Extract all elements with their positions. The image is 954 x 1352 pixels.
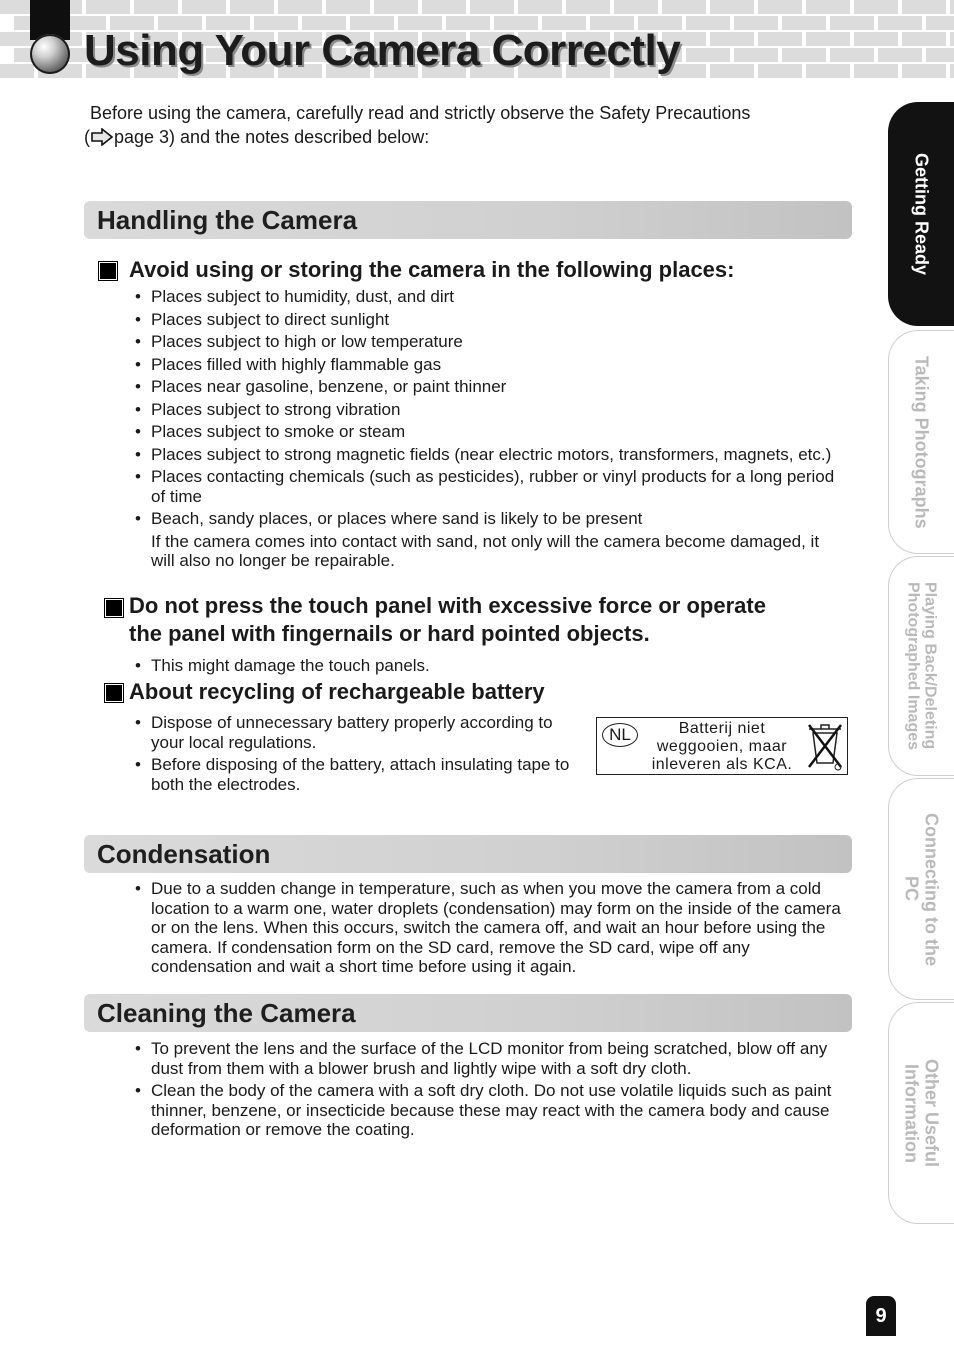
brick: [0, 32, 34, 46]
brick: [926, 48, 954, 62]
brick: [806, 32, 850, 46]
section-title-cleaning: Cleaning the Camera: [84, 994, 852, 1032]
brick: [686, 16, 730, 30]
brick: [830, 16, 874, 30]
brick: [0, 64, 34, 78]
brick: [470, 0, 514, 14]
brick: [878, 16, 922, 30]
cleaning-list: [135, 1039, 847, 1143]
intro-line-1: Before using the camera, carefully read and strictly observe the Safety Precautions: [90, 103, 751, 123]
brick-pattern: [0, 0, 954, 14]
subhead-touch-panel: [129, 592, 849, 648]
nl-country-code: NL: [602, 723, 638, 747]
intro-open-paren: (: [84, 127, 90, 147]
page-reference-arrow-icon: [91, 128, 113, 152]
brick: [374, 0, 418, 14]
brick: [854, 0, 898, 14]
brick: [854, 32, 898, 46]
list-item: • To prevent the lens and the surface of the LCD monitor from being scratched, blow off any dust from them with a blower brush and lightly wipe with a soft dry cloth.: [135, 1039, 847, 1078]
list-item: • Places subject to smoke or steam: [135, 422, 847, 442]
list-item: • Places contacting chemicals (such as pesticides), rubber or vinyl products for a long period of time: [135, 467, 847, 506]
tab-label: Taking Photographs: [911, 355, 932, 529]
black-square-bullet-icon: [105, 684, 123, 702]
list-item: • Places subject to strong magnetic fields (near electric motors, transformers, magnets, etc.): [135, 445, 847, 465]
brick: [0, 0, 34, 14]
intro-line-2: page 3) and the notes described below:: [114, 127, 430, 147]
crossed-out-bin-icon: [805, 721, 845, 771]
brick: [86, 0, 130, 14]
brick: [566, 0, 610, 14]
list-item: • Clean the body of the camera with a soft dry cloth. Do not use volatile liquids such as paint thinner, benzene, or insecticide because these may react with the camera body and cause deformation or remove the coating.: [135, 1081, 847, 1140]
nl-line-2: weggooien, maar: [656, 738, 788, 755]
tab-connecting-to-pc[interactable]: [888, 778, 954, 1000]
avoid-places-list: [135, 287, 847, 574]
brick: [518, 0, 562, 14]
brick: [950, 0, 954, 14]
list-item: • Places subject to high or low temperature: [135, 332, 847, 352]
list-item: • Beach, sandy places, or places where sand is likely to be present: [135, 509, 847, 529]
tab-label: Getting Ready: [911, 152, 932, 276]
list-item: • This might damage the touch panels.: [135, 656, 835, 676]
brick: [686, 48, 730, 62]
condensation-list: [135, 879, 845, 980]
page-number: 9: [866, 1296, 896, 1336]
brick: [782, 48, 826, 62]
brick: [854, 64, 898, 78]
brick: [278, 0, 322, 14]
sphere-icon: [30, 34, 70, 74]
list-item: • Places subject to strong vibration: [135, 400, 847, 420]
tab-taking-photographs[interactable]: [888, 330, 954, 554]
tab-label: Connecting to the PC: [901, 812, 942, 966]
brick: [758, 32, 802, 46]
list-item: • Places subject to humidity, dust, and dirt: [135, 287, 847, 307]
brick: [806, 64, 850, 78]
brick: [182, 0, 226, 14]
brick: [950, 64, 954, 78]
list-item: • Due to a sudden change in temperature, such as when you move the camera from a cold location to a warm one, water droplets (condensation) may form on the inside of the camera or on the lens. When this occurs, switch the camera off, and wait an hour before using the camera. If condensation form on the SD card, remove the SD card, wipe off any condensation and wait a short time before using it again.: [135, 879, 845, 977]
brick: [902, 64, 946, 78]
brick: [734, 48, 778, 62]
brick: [902, 32, 946, 46]
brick: [734, 16, 778, 30]
list-item: • Before disposing of the battery, attach insulating tape to both the electrodes.: [135, 755, 587, 794]
nl-line-3: inleveren als KCA.: [651, 756, 793, 773]
subhead-touch-line-2: the panel with fingernails or hard pointed objects.: [129, 621, 650, 646]
brick: [230, 0, 274, 14]
brick: [902, 0, 946, 14]
brick: [662, 0, 706, 14]
tab-playing-back-deleting[interactable]: [888, 556, 954, 776]
brick: [326, 0, 370, 14]
subhead-recycling: About recycling of rechargeable battery: [129, 679, 545, 704]
brick: [710, 0, 754, 14]
brick: [806, 0, 850, 14]
touch-panel-list: [135, 656, 835, 679]
brick: [134, 0, 178, 14]
brick: [758, 64, 802, 78]
list-item: • Places near gasoline, benzene, or paint thinner: [135, 377, 847, 397]
list-item: • Places filled with highly flammable gas: [135, 355, 847, 375]
subhead-touch-line-1: Do not press the touch panel with excessive force or operate: [129, 593, 766, 618]
brick: [710, 64, 754, 78]
black-square-bullet-icon: [99, 262, 117, 280]
section-title-condensation: Condensation: [84, 835, 852, 873]
tab-getting-ready[interactable]: [888, 102, 954, 326]
nl-line-1: Batterij niet: [678, 720, 766, 737]
brick: [950, 32, 954, 46]
brick: [614, 0, 658, 14]
brick: [422, 0, 466, 14]
brick: [830, 48, 874, 62]
intro-paragraph: [84, 101, 844, 152]
recycling-list: [135, 713, 587, 797]
page-title: Using Your Camera Correctly: [84, 26, 681, 75]
black-square-bullet-icon: [105, 599, 123, 617]
brick: [758, 0, 802, 14]
brick: [710, 32, 754, 46]
tab-other-useful-information[interactable]: [888, 1002, 954, 1224]
list-item: • Dispose of unnecessary battery properly according to your local regulations.: [135, 713, 587, 752]
nl-recycling-notice: [596, 717, 848, 775]
sand-note: If the camera comes into contact with sand, not only will the camera become damaged, it will also no longer be repairable.: [151, 531, 820, 570]
tab-label: Playing Back/Deleting Photographed Images: [904, 581, 939, 751]
tab-label: Other Useful Information: [901, 1058, 942, 1168]
subhead-avoid: Avoid using or storing the camera in the following places:: [129, 257, 735, 282]
brick: [926, 16, 954, 30]
brick: [878, 48, 922, 62]
list-item: • Places subject to direct sunlight: [135, 310, 847, 330]
nl-notice-text: [639, 720, 805, 774]
section-title-handling: Handling the Camera: [84, 201, 852, 239]
brick: [782, 16, 826, 30]
